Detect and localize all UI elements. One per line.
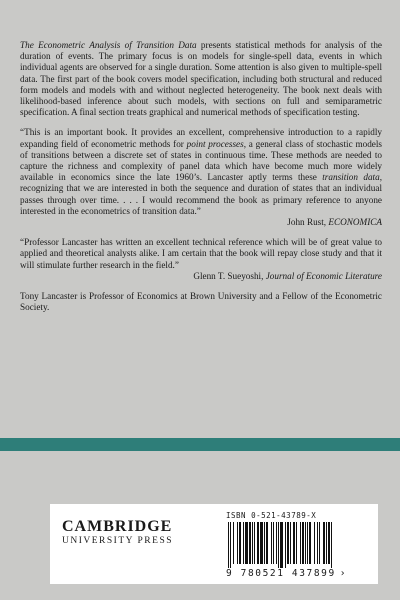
quote-text: “Professor Lancaster has written an excellent technical reference which will be of great value to applied and theoretical analysts alike. I am certain that the book will repay close study and that it will stimulate further research in the field.” [20, 237, 382, 270]
review-quote-rust [20, 127, 382, 228]
book-description [20, 40, 382, 118]
barcode-block [226, 511, 371, 579]
publisher-name: CAMBRIDGE [62, 518, 173, 535]
quote-text: , a general class of stochastic models of transitions between a discrete set of states in continuous time. These methods are needed to capture the richness and complexity of panel data which have become much more widely available in economics since the late 1960’s. Lancaster aptly terms these [20, 138, 382, 183]
book-title: The Econometric Analysis of Transition Data [20, 40, 197, 50]
barcode-arrow: › [339, 568, 348, 579]
barcode-digits: 9 780521 437899 [226, 568, 336, 579]
publisher-subname: UNIVERSITY PRESS [62, 536, 174, 546]
reviewer-name: Glenn T. Sueyoshi, [193, 270, 264, 281]
quote-text: “This is an important book. It provides an excellent, comprehensive introduction to a rapidly expanding field of econometric methods for [20, 127, 382, 149]
review-source: ECONOMICA [328, 217, 382, 228]
review-source: Journal of Economic Literature [265, 270, 382, 281]
quote-attribution [20, 217, 382, 228]
author-bio: Tony Lancaster is Professor of Economics at Brown University and a Fellow of the Econometric Society. [20, 291, 382, 313]
accent-band [0, 438, 400, 451]
isbn-label: ISBN 0-521-43789-X [226, 511, 317, 520]
quote-attribution [20, 271, 382, 282]
description-text: presents statistical methods for analysis of the duration of events. The primary focus is on models for single-spell data, events in which individual agents are observed for a single duration. Some attention is also given to multiple-spell data. The first part of the book covers model specification, including both structural and reduced form models and models with and without neglected heterogeneity. The book next deals with likelihood-based inference about such models, with sections on full and semiparametric specification. A final section treats graphical and numerical methods of specification testing. [20, 40, 382, 118]
quote-text: , recognizing that we are interested in both the sequence and duration of states that an individual passes through over time. . . . I would recommend the book as primary reference to anyone interested in the econometrics of transition data.” [20, 172, 382, 216]
reviewer-name: John Rust, [287, 217, 327, 228]
review-quote-sueyoshi [20, 237, 382, 282]
quote-emphasis: transition data [322, 172, 380, 183]
publisher-logo [62, 518, 173, 547]
barcode-icon [226, 522, 366, 568]
back-cover-text [20, 40, 382, 322]
quote-emphasis: point processes [186, 138, 244, 149]
